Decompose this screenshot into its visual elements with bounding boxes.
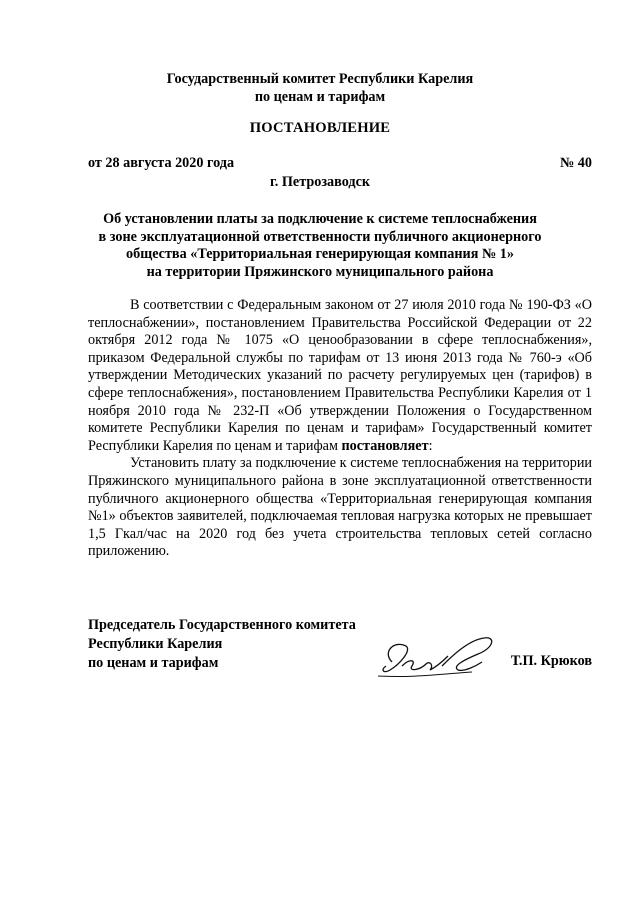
signatory-name: Т.П. Крюков (510, 653, 592, 669)
document-type: ПОСТАНОВЛЕНИЕ (249, 120, 391, 136)
body-paragraph: Установить плату за подключение к системе теплоснабжения на территории Пряжинского муниципального района в зоне эксплуатационной ответственности публичного акционерного общества «Территориальная генерирующая компания №1» объектов заявителей, подключаемая тепловая нагрузка которых не превышает 1,5 Гкал/час на 2020 год без учета строительства тепловых сетей согласно приложению. (88, 455, 592, 560)
document-date: от 28 августа 2020 года (88, 155, 235, 171)
signatory-title-line: по ценам и тарифам (88, 655, 219, 671)
organization-subtitle: по ценам и тарифам (254, 89, 386, 105)
signatory-title (88, 616, 356, 673)
document-body (88, 297, 592, 561)
organization-header (0, 70, 640, 106)
body-paragraph (88, 297, 592, 455)
signatory-title-line: Республики Карелия (88, 636, 223, 652)
subject-line: Об установлении платы за подключение к системе теплоснабжения (103, 211, 537, 227)
subject-line: общества «Территориальная генерирующая компания № 1» (126, 246, 514, 262)
paragraph-end: : (428, 437, 433, 454)
subject-line: на территории Пряжинского муниципального района (146, 263, 494, 280)
paragraph-bold-verb: постановляет (341, 437, 429, 454)
paragraph-text: В соответствии с Федеральным законом от 27 июля 2010 года № 190-ФЗ «О теплоснабжении», постановлением Правительства Российской Федерации от 22 октября 2012 года № 1075 «О ценообразовании в сфере теплоснабжения», приказом Федеральной службы по тарифам от 13 июня 2013 года № 760-э «Об утверждении Методических указаний по расчету регулируемых цен (тарифов) в сфере теплоснабжения», постановлением Правительства Республики Карелия от 1 ноября 2010 года № 232-П «Об утверждении Положения о Государственном комитете Республики Карелия по ценам и тарифам» Государственный комитет Республики Карелия по ценам и тарифам (88, 297, 592, 454)
document-city: г. Петрозаводск (269, 174, 371, 190)
handwritten-signature (372, 630, 502, 682)
signatory-title-line: Председатель Государственного комитета (88, 617, 356, 633)
document-subject (0, 211, 640, 281)
subject-line: в зоне эксплуатационной ответственности публичного акционерного (98, 228, 542, 245)
document-number: № 40 (560, 155, 592, 171)
organization-name: Государственный комитет Республики Карелия (166, 71, 474, 87)
